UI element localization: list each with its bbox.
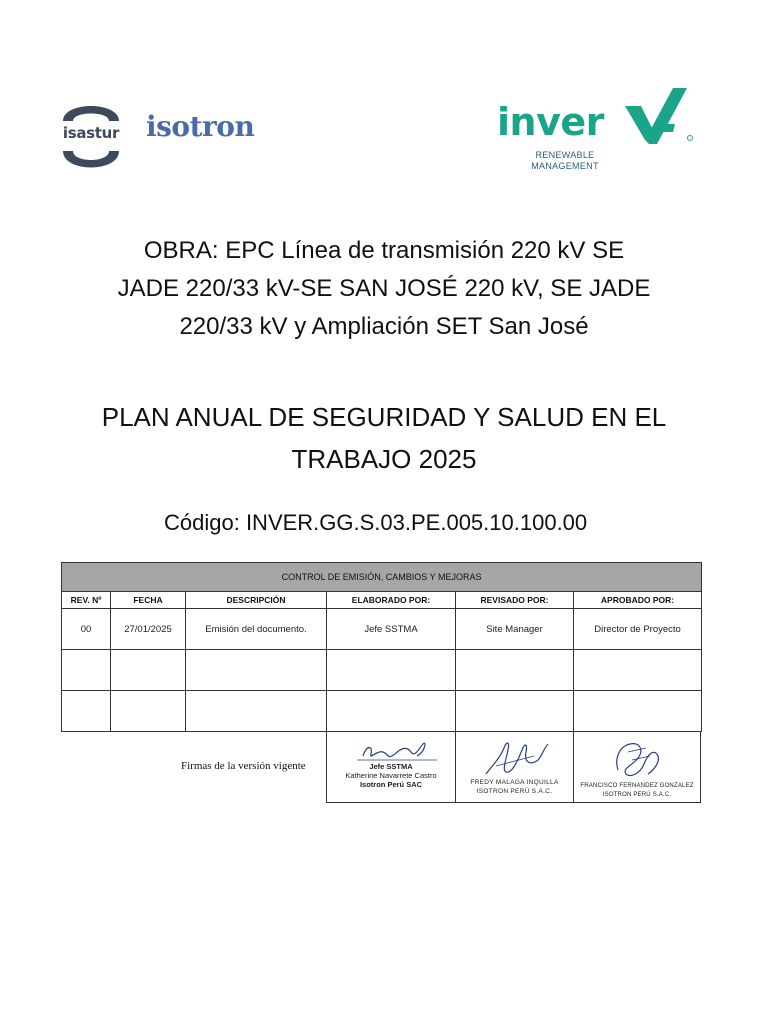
cell-rev	[62, 650, 111, 691]
signature-elaborado	[326, 731, 456, 803]
obra-line-3: 220/33 kV y Ampliación SET San José	[179, 313, 589, 340]
isotron-logo: isotron	[146, 110, 255, 143]
cell-descripcion: Emisión del documento.	[186, 609, 327, 650]
table-row	[62, 650, 702, 691]
sig-elaborado-line2: Katherine Navarrete Castro	[345, 771, 437, 780]
plan-title	[84, 396, 684, 480]
header-descripcion: DESCRIPCIÓN	[186, 592, 327, 609]
sig-elaborado-line3: Isotron Perú SAC	[359, 780, 423, 789]
cell-revisado	[456, 650, 574, 691]
cell-descripcion	[186, 691, 327, 732]
cell-aprobado	[574, 650, 702, 691]
cell-elaborado	[327, 650, 456, 691]
sig-elaborado-line1: Jefe SSTMA	[369, 762, 413, 771]
sig-revisado-line2: ISOTRON PERÚ S.A.C.	[476, 788, 553, 795]
table-row	[62, 691, 702, 732]
signature-aprobado	[573, 731, 701, 803]
cell-fecha: 27/01/2025	[111, 609, 186, 650]
control-table-title: CONTROL DE EMISIÓN, CAMBIOS Y MEJORAS	[62, 563, 702, 592]
inver-logo	[497, 88, 697, 178]
obra-line-2: JADE 220/33 kV-SE SAN JOSÉ 220 kV, SE JADE	[117, 275, 651, 302]
cell-aprobado: Director de Proyecto	[574, 609, 702, 650]
cell-rev: 00	[62, 609, 111, 650]
cell-fecha	[111, 650, 186, 691]
obra-title	[84, 232, 684, 346]
inver-check-icon	[623, 88, 695, 144]
inver-tagline-line2: MANAGEMENT	[531, 161, 599, 171]
control-table-header-row	[62, 592, 702, 609]
cell-elaborado	[327, 691, 456, 732]
header-elaborado: ELABORADO POR:	[327, 592, 456, 609]
sig-aprobado-line2: ISOTRON PERÚ S.A.C.	[602, 792, 672, 798]
header-rev: REV. Nº	[62, 592, 111, 609]
cell-revisado	[456, 691, 574, 732]
signature-revisado	[455, 731, 574, 803]
plan-line-1: PLAN ANUAL DE SEGURIDAD Y SALUD EN EL	[101, 402, 667, 432]
plan-line-2: TRABAJO 2025	[291, 444, 477, 474]
control-table	[61, 562, 702, 732]
cell-revisado: Site Manager	[456, 609, 574, 650]
signatures-label: Firmas de la versión vigente	[181, 760, 306, 772]
isastur-wordmark: isastur	[62, 124, 120, 142]
cell-descripcion	[186, 650, 327, 691]
cell-aprobado	[574, 691, 702, 732]
header-aprobado: APROBADO POR:	[574, 592, 702, 609]
table-row	[62, 609, 702, 650]
inver-wordmark: inver	[497, 100, 604, 144]
signature-scribble-icon	[456, 736, 573, 784]
obra-line-1: OBRA: EPC Línea de transmisión 220 kV SE	[143, 237, 625, 264]
inver-tagline	[527, 150, 603, 172]
cell-fecha	[111, 691, 186, 732]
document-code: Código: INVER.GG.S.03.PE.005.10.100.00	[164, 510, 588, 535]
cell-rev	[62, 691, 111, 732]
header-revisado: REVISADO POR:	[456, 592, 574, 609]
inver-tagline-line1: RENEWABLE	[535, 150, 595, 160]
cell-elaborado: Jefe SSTMA	[327, 609, 456, 650]
header-fecha: FECHA	[111, 592, 186, 609]
sig-aprobado-line1: FRANCISCO FERNANDEZ GONZALEZ	[580, 783, 694, 789]
sig-revisado-line1: FREDY MALAGA INQUILLA	[470, 779, 559, 786]
signature-scribble-icon	[574, 734, 700, 784]
isastur-logo	[57, 93, 125, 179]
